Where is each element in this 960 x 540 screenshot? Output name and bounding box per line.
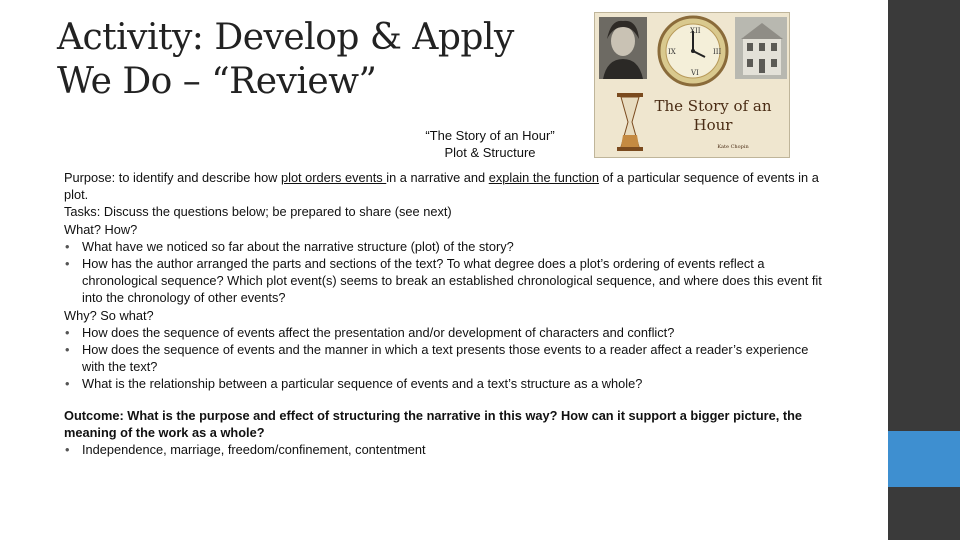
purpose-label: Purpose: bbox=[64, 170, 116, 185]
portrait-face bbox=[611, 26, 635, 56]
focus-label: Plot & Structure bbox=[444, 145, 536, 160]
sidebar-accent-block bbox=[888, 431, 960, 487]
svg-text:XII: XII bbox=[690, 27, 701, 35]
list-item: • What have we noticed so far about the narrative structure (plot) of the story? bbox=[64, 238, 834, 255]
slide-title-line-2: We Do – “Review” bbox=[57, 61, 377, 102]
list-item: • How has the author arranged the parts and sections of the text? To what degree does a plot’s ordering of events reflect a chronological sequence? Which plot event(s) seems to break an established chronological sequence, and where does this event fit into the chronology of other events? bbox=[64, 255, 834, 307]
subheading bbox=[350, 127, 630, 161]
purpose-text-2: in a narrative and bbox=[386, 170, 489, 185]
cover-author: Kate Chopin bbox=[717, 144, 749, 150]
purpose-text-3: of a particular sequence of events in a plot. bbox=[64, 170, 819, 203]
list-item: • How does the sequence of events affect the presentation and/or development of characters and conflict? bbox=[64, 324, 834, 341]
purpose-text-1: to identify and describe how bbox=[115, 170, 281, 185]
purpose-statement bbox=[64, 169, 834, 203]
spacer bbox=[64, 393, 834, 407]
story-title: “The Story of an Hour” bbox=[425, 128, 555, 143]
outcome-list-item: • Independence, marriage, freedom/confinement, contentment bbox=[64, 441, 834, 458]
svg-text:IX: IX bbox=[668, 48, 676, 56]
slide-body bbox=[64, 169, 834, 458]
purpose-underline-1: plot orders events bbox=[280, 170, 387, 185]
hourglass-icon bbox=[617, 93, 643, 97]
list-item: • What is the relationship between a particular sequence of events and a text’s structure as a whole? bbox=[64, 375, 834, 392]
outcome-statement: Outcome: What is the purpose and effect of structuring the narrative in this way? How can it support a bigger picture, the meaning of the work as a whole? bbox=[64, 407, 803, 440]
list-item: • How does the sequence of events and the manner in which a text presents those events to a reader affect a reader’s experience with the text? bbox=[64, 341, 834, 375]
tasks-line: Tasks: Discuss the questions below; be prepared to share (see next) bbox=[64, 204, 452, 220]
cover-title-line-1: The Story of an bbox=[654, 97, 772, 115]
purpose-underline-2: explain the function bbox=[488, 170, 599, 185]
why-heading: Why? So what? bbox=[64, 307, 154, 323]
what-how-heading: What? How? bbox=[64, 221, 138, 237]
slide-title-line-1: Activity: Develop & Apply bbox=[57, 17, 514, 58]
svg-text:VI: VI bbox=[691, 69, 699, 77]
slide-title bbox=[57, 16, 514, 104]
cover-title-line-2: Hour bbox=[693, 116, 733, 134]
svg-text:III: III bbox=[713, 48, 722, 56]
